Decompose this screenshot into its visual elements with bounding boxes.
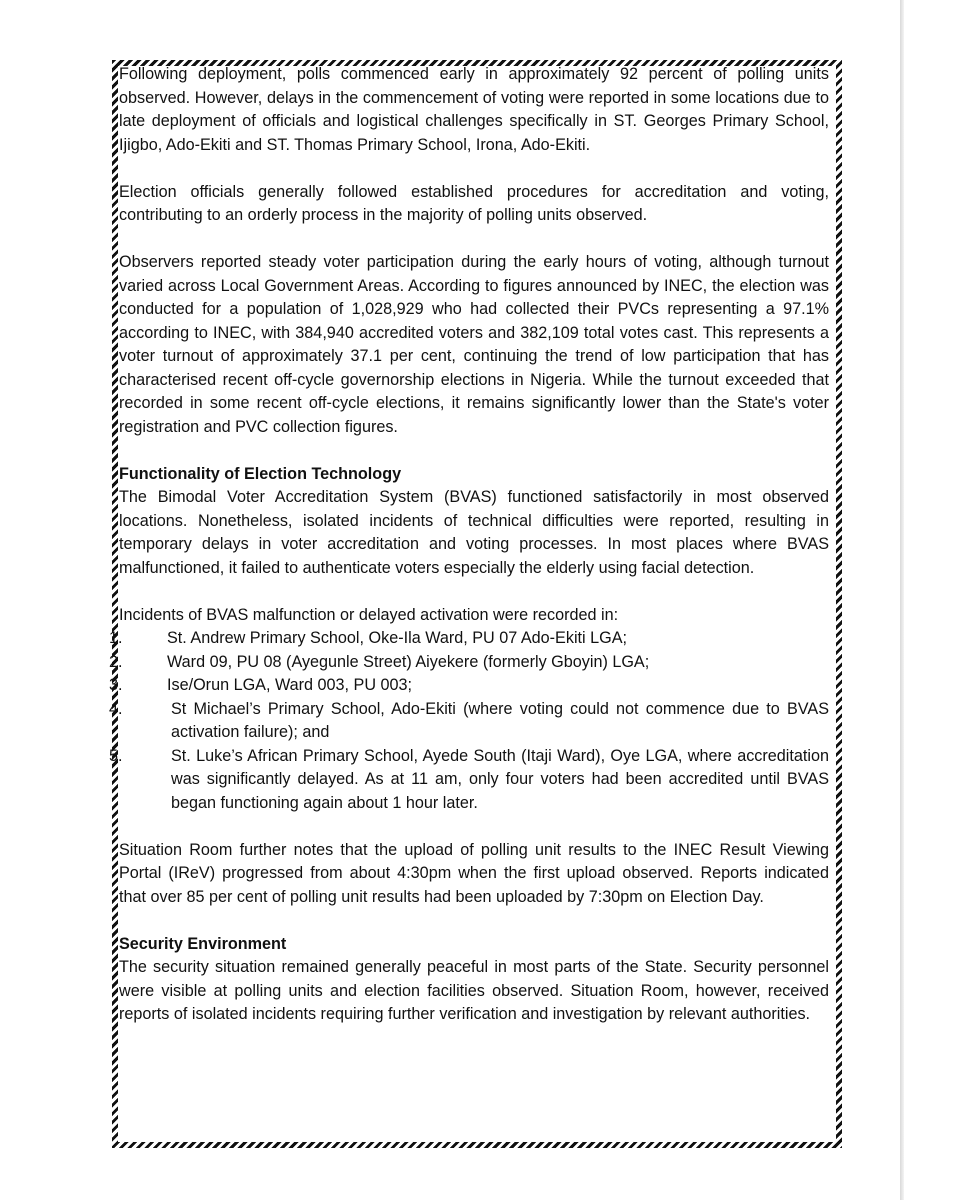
list-item: [109, 745, 829, 816]
security-paragraph: The security situation remained generally peaceful in most parts of the State. Security personnel were visible at polling units and election facilities observed. Situation Room, however, received reports of isolated incidents requiring further verification and investigation by relevant authorities.: [119, 958, 829, 1023]
list-item-text: St Michael’s Primary School, Ado-Ekiti (where voting could not commence due to BVAS activation failure); and: [171, 699, 829, 741]
list-item: [109, 627, 829, 651]
security-heading: Security Environment: [119, 934, 287, 953]
incidents-intro: Incidents of BVAS malfunction or delayed activation were recorded in:: [119, 605, 619, 624]
turnout-paragraph: Observers reported steady voter participation during the early hours of voting, although turnout varied across Local Government Areas. According to figures announced by INEC, the election was conducted for a population of 1,028,929 who had collected their PVCs representing a 97.1% according to INEC, with 384,940 accredited voters and 382,109 total votes cast. This represents a voter turnout of approximately 37.1 per cent, continuing the trend of low participation that has characterised recent off-cycle governorship elections in Nigeria. While the turnout exceeded that recorded in some recent off-cycle elections, it remains significantly lower than the State's voter registration and PVC collection figures.: [119, 253, 829, 436]
polls-commencement-paragraph: Following deployment, polls commenced early in approximately 92 percent of polling units observed. However, delays in the commencement of voting were reported in some locations due to late deployment of officials and logistical challenges specifically in ST. Georges Primary School, Ijigbo, Ado-Ekiti and ST. Thomas Primary School, Irona, Ado-Ekiti.: [119, 65, 829, 154]
list-item-number: 4.: [109, 699, 123, 718]
document-body: [109, 63, 829, 1027]
list-item-text: St. Andrew Primary School, Oke-Ila Ward, PU 07 Ado-Ekiti LGA;: [167, 629, 628, 647]
list-item-number: 2.: [109, 652, 123, 671]
incidents-list: [109, 627, 829, 815]
list-item-text: Ise/Orun LGA, Ward 003, PU 003;: [167, 676, 413, 694]
bvas-paragraph: The Bimodal Voter Accreditation System (BVAS) functioned satisfactorily in most observed locations. Nonetheless, isolated incidents of technical difficulties were reported, resulting in temporary delays in voter accreditation and voting processes. In most places where BVAS malfunctioned, it failed to authenticate voters especially the elderly using facial detection.: [119, 488, 829, 577]
list-item-number: 5.: [109, 746, 123, 765]
list-item-text: St. Luke’s African Primary School, Ayede South (Itaji Ward), Oye LGA, where accreditation was significantly delayed. As at 11 am, only four voters had been accredited until BVAS began functioning again about 1 hour later.: [171, 746, 829, 812]
irev-paragraph: Situation Room further notes that the upload of polling unit results to the INEC Result Viewing Portal (IReV) progressed from about 4:30pm when the first upload observed. Reports indicated that over 85 per cent of polling unit results had been uploaded by 7:30pm on Election Day.: [119, 840, 829, 906]
list-item: [109, 674, 829, 698]
page-edge-shadow: [900, 0, 904, 1200]
list-item: [109, 651, 829, 675]
procedures-paragraph: Election officials generally followed established procedures for accreditation and voting, contributing to an orderly process in the majority of polling units observed.: [119, 182, 829, 224]
technology-heading: Functionality of Election Technology: [119, 464, 402, 483]
list-item-number: 3.: [109, 676, 123, 694]
list-item-text: Ward 09, PU 08 (Ayegunle Street) Aiyekere (formerly Gboyin) LGA;: [167, 652, 650, 671]
list-item-number: 1.: [109, 629, 123, 647]
list-item: [109, 698, 829, 745]
